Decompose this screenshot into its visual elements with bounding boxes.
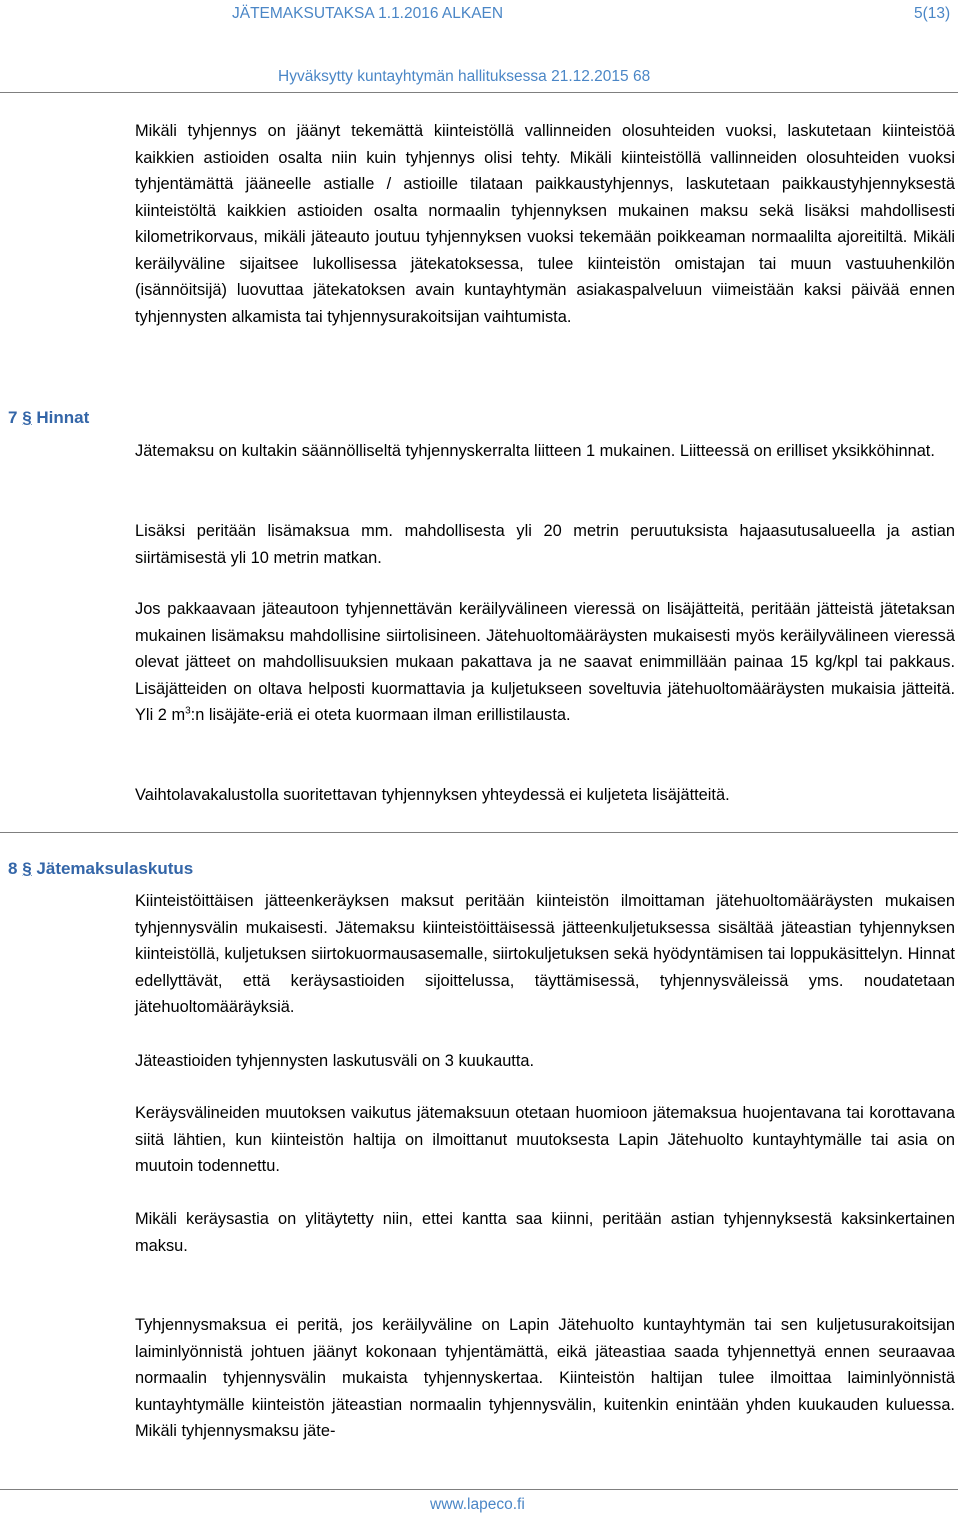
- section-7-paragraph-4: Vaihtolavakalustolla suoritettavan tyhjennyksen yhteydessä ei kuljeteta lisäjätteitä.: [135, 786, 730, 804]
- section-8-paragraph-1: Kiinteistöittäisen jätteenkeräyksen maksut peritään kiinteistön ilmoittaman jätehuoltomääräysten mukaisen tyhjennysvälin mukaisesti. Jätemaksu kiinteistöittäisessä jätteenkuljetuksessa sisältää jäteastian tyhjennyksen kiinteistöllä, kuljetuksen siirtokuormausasemalle, siirtokuljetuksen sekä hyödyntämisen tai loppukäsittelyn. Hinnat edellyttävät, että keräysastioiden sijoittelussa, täyttämisessä, tyhjennysväleissä yms. noudatetaan jätehuoltomääräyksiä.: [135, 892, 955, 1016]
- footer-divider: [0, 1489, 958, 1490]
- section-number: 8: [8, 859, 18, 878]
- section-divider: [0, 832, 958, 833]
- footer-url: www.lapeco.fi: [430, 1496, 525, 1513]
- section-number: 7: [8, 408, 18, 427]
- section-title: Jätemaksulaskutus: [36, 859, 194, 878]
- document-title: JÄTEMAKSUTAKSA 1.1.2016 ALKAEN: [232, 5, 504, 22]
- superscript: 3: [185, 705, 191, 717]
- intro-paragraph: Mikäli tyhjennys on jäänyt tekemättä kiinteistöllä vallinneiden olosuhteiden vuoksi, laskutetaan kiinteistöä kaikkien astioiden osalta niin kuin tyhjennys olisi tehty. Mikäli kiinteistöllä vallinneiden olosuhteiden vuoksi tyhjentämättä jääneelle astialle / astioille tilataan paikkaustyhjennys, laskutetaan paikkaustyhjennyksestä kiinteistöltä kaikkien astioiden osalta normaalin tyhjennyksen mukainen maksu sekä lisäksi mahdollisesti kilometrikorvaus, mikäli jäteauto joutuu tyhjennyksen vuoksi tekemään poikkeaman normaalilta ajoreitiltä. Mikäli keräilyväline sijaitsee lukollisessa jätekatoksessa, tulee kiinteistön omistajan tai muun vastuuhenkilön (isännöitsijä) luovuttaa jätekatoksen avain kuntayhtymän asiakaspalveluun viimeistään kaksi päivää ennen tyhjennysten alkamista tai tyhjennysurakoitsijan vaihtumista.: [135, 122, 955, 326]
- section-8-paragraph-5: Tyhjennysmaksua ei peritä, jos keräilyväline on Lapin Jätehuolto kuntayhtymän tai sen kuljetusurakoitsijan laiminlyönnistä johtuen jäänyt kokonaan tyhjentämättä, eikä jäteastiaa saada tyhjennettyä ennen seuraavaa normaalin tyhjennysvälin mukaista tyhjennyskertaa. Kiinteistön haltijan tulee ilmoittaa laiminlyönnistä kuntayhtymälle kiinteistön jäteastian normaalin tyhjennysvälin, kuitenkin enintään yhden kuukauden kuluessa. Mikäli tyhjennysmaksu jäte-: [135, 1316, 955, 1440]
- paragraph-text: Jos pakkaavaan jäteautoon tyhjennettävän keräilyvälineen vieressä on lisäjätteitä, peritään jätteistä jätetaksan mukainen lisämaksu mahdollisine siirtolisineen. Jätehuoltomääräysten mukaisesti myös keräilyvälineen vieressä olevat jätteet on mahdollisuuksien mukaan pakattava ja ne saavat enimmillään painaa 15 kg/kpl tai pakkaus. Lisäjätteiden on oltava helposti kuormattavia ja kuljetukseen soveltuvia jätehuoltomääräysten mukaisia jätteitä. Yli 2 m: [135, 600, 955, 724]
- section-7-paragraph-3: [135, 596, 955, 729]
- section-8-heading: [8, 859, 193, 879]
- section-symbol: §: [22, 408, 32, 427]
- paragraph-text-continued: :n lisäjäte-eriä ei oteta kuormaan ilman erillistilausta.: [190, 706, 571, 724]
- section-7-paragraph-2: Lisäksi peritään lisämaksua mm. mahdollisesta yli 20 metrin peruutuksista hajaasutusalueella ja astian siirtämisestä yli 10 metrin matkan.: [135, 522, 955, 567]
- approval-note: Hyväksytty kuntayhtymän hallituksessa 21.12.2015 68: [278, 68, 651, 85]
- section-8-paragraph-3: Keräysvälineiden muutoksen vaikutus jätemaksuun otetaan huomioon jätemaksua huojentavana tai korottavana siitä lähtien, kun kiinteistön haltija on ilmoittanut muutoksesta Lapin Jätehuolto kuntayhtymälle tai asia on muutoin todennettu.: [135, 1104, 955, 1175]
- section-symbol: §: [22, 859, 32, 878]
- header-divider: [0, 92, 958, 93]
- page-number: 5(13): [914, 5, 951, 22]
- section-title: Hinnat: [36, 408, 90, 427]
- section-8-paragraph-2: Jäteastioiden tyhjennysten laskutusväli on 3 kuukautta.: [135, 1052, 535, 1070]
- section-8-paragraph-4: Mikäli keräysastia on ylitäytetty niin, ettei kantta saa kiinni, peritään astian tyhjennyksestä kaksinkertainen maksu.: [135, 1210, 955, 1255]
- section-7-paragraph-1: Jätemaksu on kultakin säännölliseltä tyhjennyskerralta liitteen 1 mukainen. Liitteessä on erilliset yksikköhinnat.: [135, 442, 935, 460]
- section-7-heading: [8, 408, 89, 428]
